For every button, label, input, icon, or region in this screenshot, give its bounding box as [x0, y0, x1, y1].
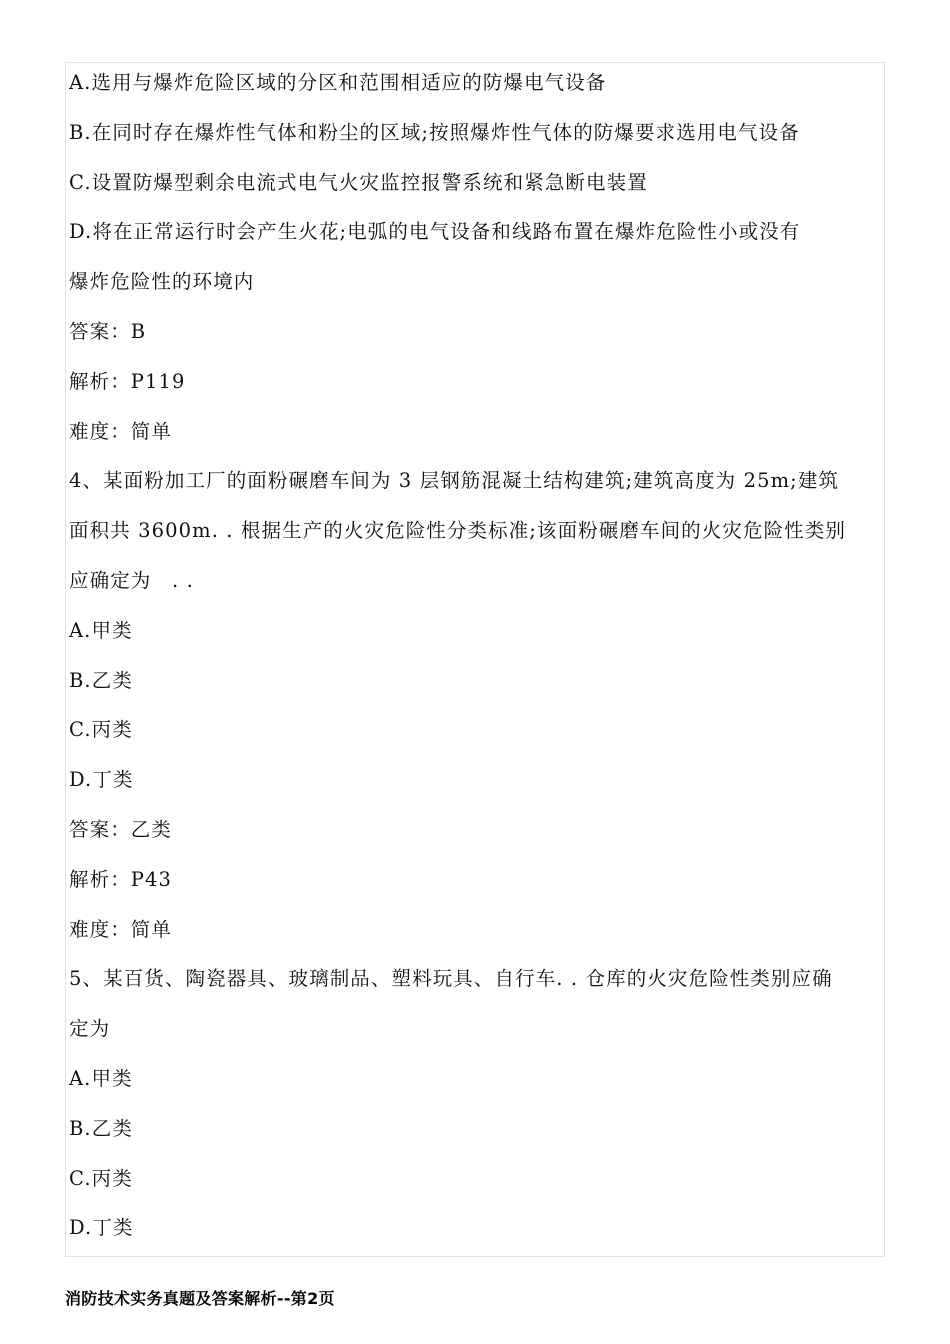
page-footer: 消防技术实务真题及答案解析--第2页 — [65, 1289, 335, 1308]
q5-option-b: B.乙类 — [69, 1116, 133, 1140]
q4-answer: 答案：乙类 — [69, 817, 173, 841]
q4-option-b: B.乙类 — [69, 668, 133, 692]
option-d-line-continued: 爆炸危险性的环境内 — [69, 270, 255, 294]
question-5-line-1: 5、某百货、陶瓷器具、玻璃制品、塑料玩具、自行车. . 仓库的火灾危险性类别应确 — [69, 967, 833, 991]
q5-option-d: D.丁类 — [69, 1216, 134, 1240]
q5-option-c: C.丙类 — [69, 1166, 133, 1190]
question-4-line-2: 面积共 3600m. . 根据生产的火灾危险性分类标准;该面粉碾磨车间的火灾危险性类别 — [69, 519, 846, 543]
analysis-line: 解析：P119 — [69, 369, 186, 393]
difficulty-line: 难度：简单 — [69, 419, 173, 443]
q4-difficulty: 难度：简单 — [69, 917, 173, 941]
option-b-line: B.在同时存在爆炸性气体和粉尘的区域;按照爆炸性气体的防爆要求选用电气设备 — [69, 120, 800, 144]
question-4-line-3: 应确定为 . . — [69, 568, 194, 592]
question-5-line-2: 定为 — [69, 1017, 111, 1041]
q4-option-c: C.丙类 — [69, 718, 133, 742]
q4-option-a: A.甲类 — [69, 618, 133, 642]
option-a-line: A.选用与爆炸危险区域的分区和范围相适应的防爆电气设备 — [69, 71, 607, 94]
q5-option-a: A.甲类 — [69, 1066, 133, 1090]
document-body — [69, 58, 885, 1253]
option-d-line: D.将在正常运行时会产生火花;电弧的电气设备和线路布置在爆炸危险性小或没有 — [69, 220, 801, 244]
answer-line: 答案：B — [69, 319, 147, 343]
question-4-line-1: 4、某面粉加工厂的面粉碾磨车间为 3 层钢筋混凝土结构建筑;建筑高度为 25m;建筑 — [69, 469, 840, 493]
q4-analysis: 解析：P43 — [69, 867, 173, 891]
option-c-line: C.设置防爆型剩余电流式电气火灾监控报警系统和紧急断电装置 — [69, 170, 648, 194]
q4-option-d: D.丁类 — [69, 768, 134, 792]
